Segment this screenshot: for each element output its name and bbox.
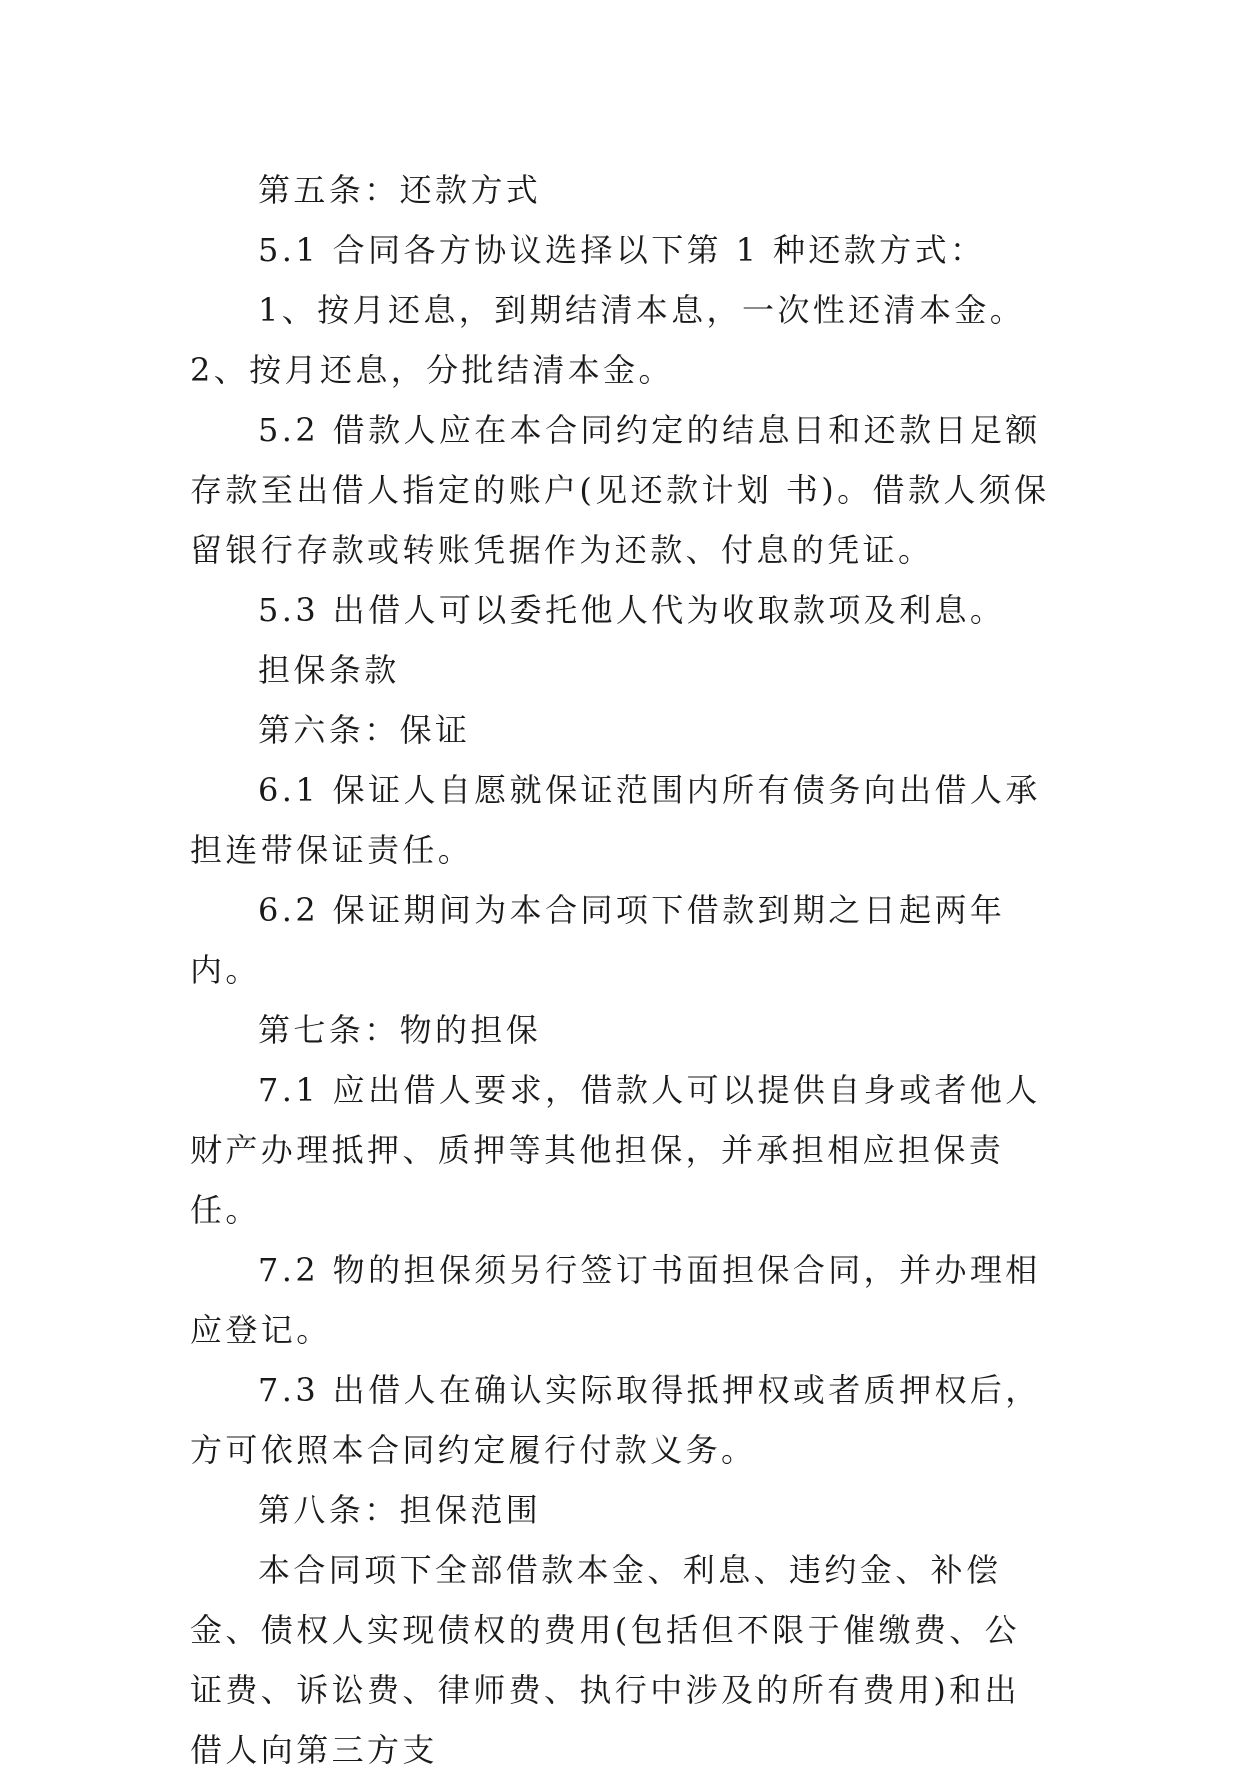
article-6-heading: 第六条：保证 (258, 711, 471, 749)
article-8-heading: 第八条：担保范围 (258, 1491, 542, 1529)
clause-5-1: 5.1 合同各方协议选择以下第 1 种还款方式： (258, 231, 986, 269)
clause-6-1: 6.1 保证人自愿就保证范围内所有债务向出借人承担连带保证责任。 (190, 771, 1041, 869)
clause-7-1: 7.1 应出借人要求，借款人可以提供自身或者他人财产办理抵押、质押等其他担保，并承担相应担保责任。 (190, 1071, 1041, 1229)
clause-7-2: 7.2 物的担保须另行签订书面担保合同，并办理相应登记。 (190, 1251, 1041, 1349)
article-5-heading: 第五条：还款方式 (258, 171, 542, 209)
article-7-heading: 第七条：物的担保 (258, 1011, 542, 1049)
repayment-options: 1、按月还息，到期结清本息，一次性还清本金。2、按月还息，分批结清本金。 (190, 291, 1026, 389)
clause-7-3: 7.3 出借人在确认实际取得抵押权或者质押权后，方可依照本合同约定履行付款义务。 (190, 1371, 1041, 1469)
clause-5-2: 5.2 借款人应在本合同约定的结息日和还款日足额存款至出借人指定的账户(见还款计划 书)。借款人须保留银行存款或转账凭据作为还款、付息的凭证。 (190, 411, 1050, 569)
guarantee-section-heading: 担保条款 (258, 651, 400, 689)
article-8-body: 本合同项下全部借款本金、利息、违约金、补偿金、债权人实现债权的费用(包括但不限于催缴费、公证费、诉讼费、律师费、执行中涉及的所有费用)和出借人向第三方支 (190, 1551, 1021, 1769)
clause-6-2: 6.2 保证期间为本合同项下借款到期之日起两年内。 (190, 891, 1006, 989)
document-body (190, 160, 1050, 1780)
clause-5-3: 5.3 出借人可以委托他人代为收取款项及利息。 (258, 591, 1006, 629)
